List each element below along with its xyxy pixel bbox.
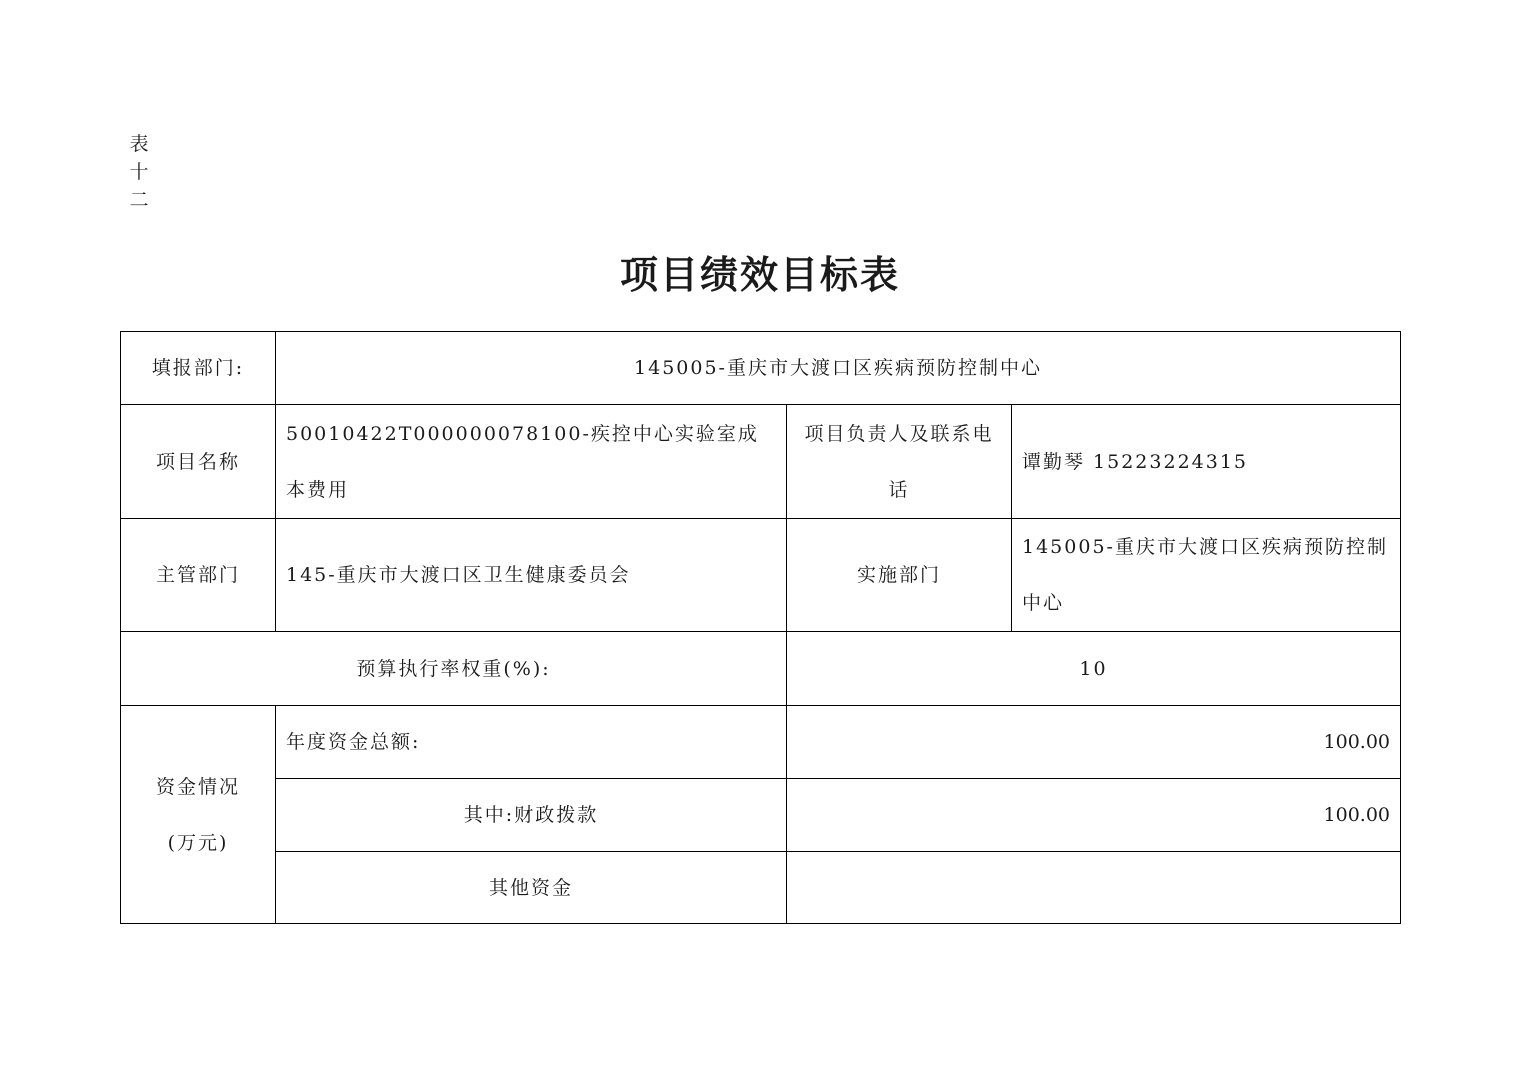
table-row-project (121, 405, 1401, 519)
funds-label-cell (121, 706, 276, 924)
performance-target-table (120, 331, 1401, 924)
fiscal-value: 100.00 (787, 779, 1401, 852)
annual-total-label: 年度资金总额: (276, 706, 787, 779)
other-value (787, 852, 1401, 924)
table-row-departments (121, 519, 1401, 632)
table-row-dept (121, 332, 1401, 405)
funds-label: 资金情况 (155, 775, 240, 798)
dept-label: 填报部门: (121, 332, 276, 405)
impl-value: 145005-重庆市大渡口区疾病预防控制中心 (1012, 519, 1401, 632)
table-number-char-3: 二 (129, 189, 149, 211)
page-title: 项目绩效目标表 (619, 252, 900, 297)
funds-unit: (万元) (167, 831, 229, 854)
annual-total-value: 100.00 (787, 706, 1401, 779)
budget-weight-value: 10 (787, 632, 1401, 706)
table-row-fiscal (121, 779, 1401, 852)
supervisor-value: 145-重庆市大渡口区卫生健康委员会 (276, 519, 787, 632)
table-number-char-2: 十 (129, 161, 149, 183)
table-number-char-1: 表 (129, 133, 149, 155)
supervisor-label: 主管部门 (121, 519, 276, 632)
budget-weight-label: 预算执行率权重(%): (121, 632, 787, 706)
table-row-other (121, 852, 1401, 924)
owner-value: 谭勤琴 15223224315 (1012, 405, 1401, 519)
table-row-annual-total (121, 706, 1401, 779)
impl-label: 实施部门 (787, 519, 1012, 632)
other-label: 其他资金 (276, 852, 787, 924)
owner-label: 项目负责人及联系电话 (787, 405, 1012, 519)
dept-value: 145005-重庆市大渡口区疾病预防控制中心 (276, 332, 1401, 405)
table-row-budget-weight (121, 632, 1401, 706)
fiscal-label: 其中:财政拨款 (276, 779, 787, 852)
project-name-label: 项目名称 (121, 405, 276, 519)
table-number-label (128, 130, 150, 214)
project-name-value: 50010422T000000078100-疾控中心实验室成本费用 (276, 405, 787, 519)
